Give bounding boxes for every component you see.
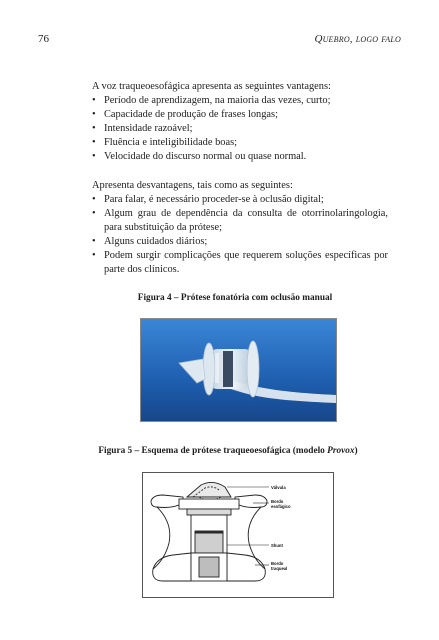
list-item-text: Podem surgir complicações que requerem soluções específicas por parte dos clínicos. xyxy=(104,250,388,276)
list-item-text: Capacidade de produção de frases longas; xyxy=(104,109,278,121)
list-item-text: Algum grau de dependência da consulta de otorrinolaringologia, para substituição da prótese; xyxy=(104,207,388,233)
label-shunt: Shunt xyxy=(271,543,283,548)
prosthesis-diagram-drawing xyxy=(143,473,333,597)
bullet-icon: • xyxy=(92,137,96,149)
bullet-icon: • xyxy=(92,123,96,135)
list-item xyxy=(92,150,388,164)
list-item-text: Intensidade razoável; xyxy=(104,123,193,135)
bullet-icon: • xyxy=(92,193,96,205)
model-name: Provox xyxy=(327,446,355,456)
list-item xyxy=(92,207,388,235)
caption-text: Figura 5 – Esquema de prótese traqueoesofágica (modelo xyxy=(98,446,328,456)
advantages-list xyxy=(92,94,388,164)
label-esophageal-flange: Bordo xyxy=(271,499,284,504)
list-item-text: Fluência e inteligibilidade boas; xyxy=(104,137,238,149)
prosthesis-diagram xyxy=(142,472,334,598)
list-item-text: Alguns cuidados diários; xyxy=(104,235,208,247)
list-item xyxy=(92,249,388,277)
prosthesis-photo-illustration xyxy=(141,319,336,421)
list-item-text: Para falar, é necessário proceder-se à oclusão digital; xyxy=(104,193,324,205)
bullet-icon: • xyxy=(92,151,96,163)
list-item xyxy=(92,94,388,108)
advantages-intro: A voz traqueoesofágica apresenta as seguintes vantagens: xyxy=(92,81,331,92)
bullet-icon: • xyxy=(92,109,96,121)
list-item xyxy=(92,193,388,207)
page-header xyxy=(38,33,401,47)
running-title: Quebro, logo falo xyxy=(314,33,401,45)
label-valve: Válvula xyxy=(271,485,286,490)
label-tracheal-flange-2: traqueal xyxy=(271,566,288,571)
bullet-icon: • xyxy=(92,207,96,219)
bullet-icon: • xyxy=(92,235,96,247)
list-item xyxy=(92,108,388,122)
list-item xyxy=(92,122,388,136)
body-text xyxy=(92,80,388,277)
disadvantages-intro: Apresenta desvantagens, tais como as seguintes: xyxy=(92,179,293,191)
page-number: 76 xyxy=(38,33,49,45)
bullet-icon: • xyxy=(92,250,96,262)
list-item xyxy=(92,136,388,150)
list-item-text: Período de aprendizagem, na maioria das vezes, curto; xyxy=(104,95,331,107)
label-esophageal-flange-2: esofágico xyxy=(271,504,291,509)
label-tracheal-flange: Bordo xyxy=(271,561,284,566)
disadvantages-list xyxy=(92,193,388,278)
figure-4-caption: Figura 4 – Prótese fonatória com oclusão manual xyxy=(137,293,333,303)
figure-5-caption xyxy=(78,446,378,456)
list-item xyxy=(92,235,388,249)
list-item-text: Velocidade do discurso normal ou quase normal. xyxy=(104,151,307,163)
prosthesis-photo xyxy=(140,318,337,422)
bullet-icon: • xyxy=(92,95,96,107)
caption-close: ) xyxy=(354,446,358,456)
